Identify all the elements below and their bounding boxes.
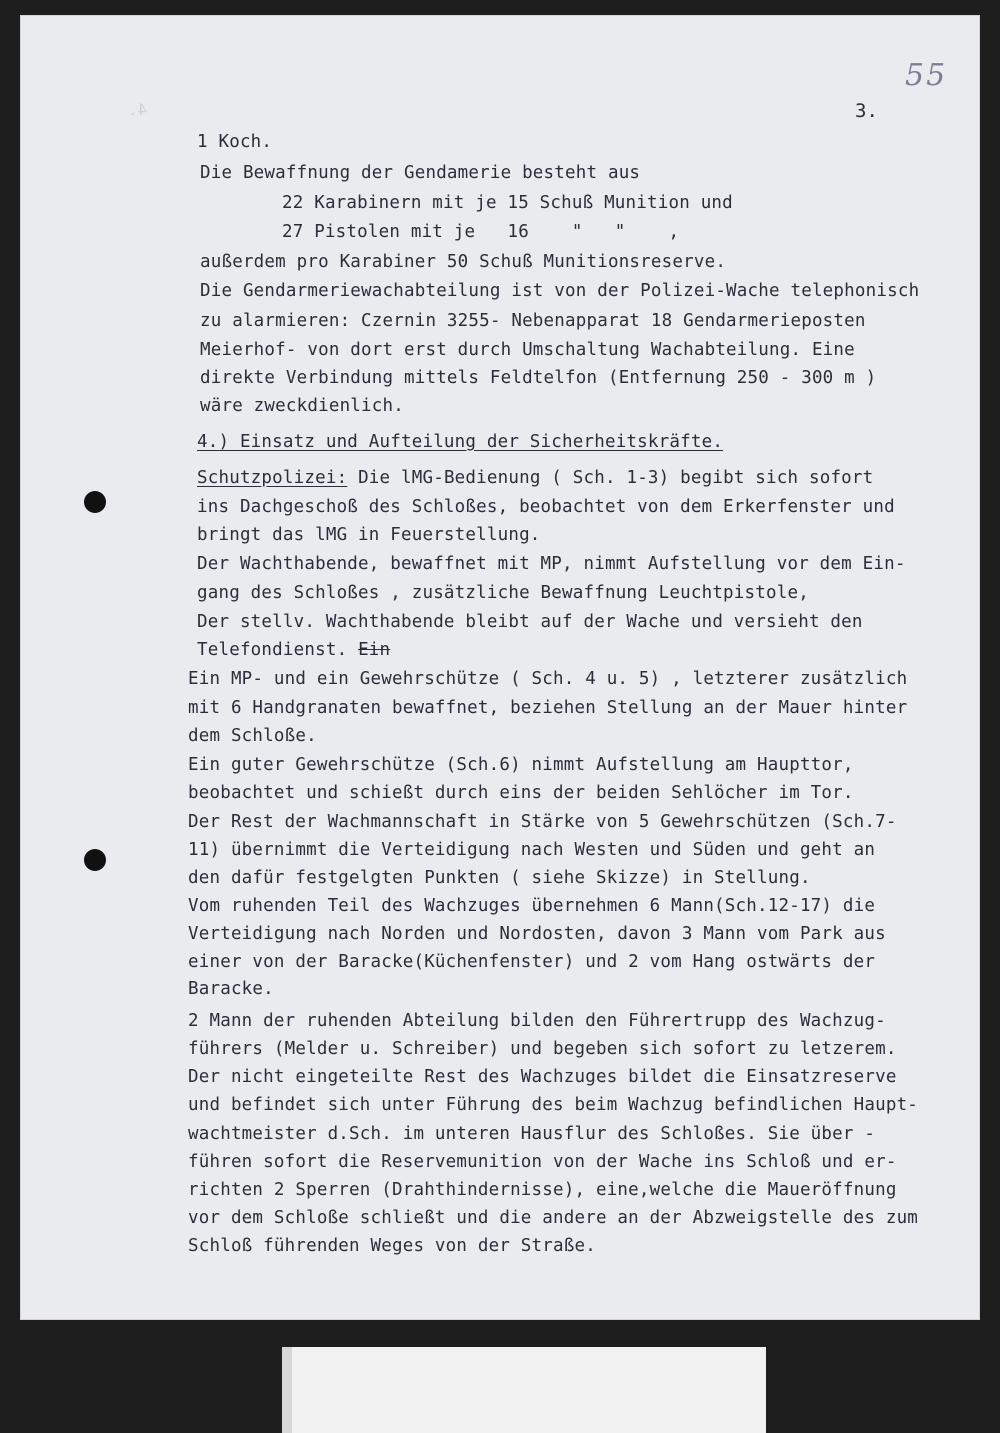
text-line: bringt das lMG in Feuerstellung. [197,525,541,545]
text-line [197,468,873,488]
text-line: 1 Koch. [197,132,273,152]
text-line [197,640,390,660]
text-line: Ein MP- und ein Gewehrschütze ( Sch. 4 u. 5) , letzterer zusätzlich [188,669,908,689]
page-number: 3. [855,100,878,122]
text-line: den dafür festgelgten Punkten ( siehe Skizze) in Stellung. [188,868,811,888]
text-line: einer von der Baracke(Küchenfenster) und 2 vom Hang ostwärts der [188,952,876,972]
text-line: 22 Karabinern mit je 15 Schuß Munition und [282,193,733,213]
text-line: Baracke. [188,979,274,999]
text-line: wachtmeister d.Sch. im unteren Hausflur des Schloßes. Sie über - [188,1124,876,1144]
text-line: Der Wachthabende, bewaffnet mit MP, nimmt Aufstellung vor dem Ein- [197,554,906,574]
text-line: dem Schloße. [188,726,317,746]
text-line: mit 6 Handgranaten bewaffnet, beziehen Stellung an der Mauer hinter [188,698,908,718]
text-line: zu alarmieren: Czernin 3255- Nebenapparat 18 Gendarmerieposten [200,311,866,331]
text-line: Meierhof- von dort erst durch Umschaltung Wachabteilung. Eine [200,340,855,360]
text-fragment: Telefondienst. [197,640,348,660]
text-line: direkte Verbindung mittels Feldtelfon (Entfernung 250 - 300 m ) [200,368,877,388]
text-line: Die Bewaffnung der Gendamerie besteht aus [200,163,641,183]
text-line: vor dem Schloße schließt und die andere an der Abzweigstelle des zum [188,1208,919,1228]
text-fragment: Die lMG-Bedienung ( Sch. 1-3) begibt sich sofort [358,468,874,488]
text-line: Die Gendarmeriewachabteilung ist von der Polizei-Wache telephonisch [200,281,920,301]
text-line: Ein guter Gewehrschütze (Sch.6) nimmt Aufstellung am Haupttor, [188,755,854,775]
scan-swatch [282,1347,292,1433]
text-line: 2 Mann der ruhenden Abteilung bilden den Führertrupp des Wachzug- [188,1011,886,1031]
text-line: Der Rest der Wachmannschaft in Stärke von 5 Gewehrschützen (Sch.7- [188,812,897,832]
text-line: Vom ruhenden Teil des Wachzuges übernehmen 6 Mann(Sch.12-17) die [188,896,876,916]
text-line: Der stellv. Wachthabende bleibt auf der Wache und versieht den [197,612,863,632]
text-line: 11) übernimmt die Verteidigung nach Westen und Süden und geht an [188,840,876,860]
text-line: Schloß führenden Weges von der Straße. [188,1236,596,1256]
schutzpolizei-label: Schutzpolizei: [197,468,348,488]
struck-word: Ein [358,640,391,660]
text-line: außerdem pro Karabiner 50 Schuß Munitionsreserve. [200,252,727,272]
text-line: beobachtet und schießt durch eins der beiden Sehlöcher im Tor. [188,783,854,803]
text-line: 27 Pistolen mit je 16 " " , [282,222,680,242]
text-line: führen sofort die Reservemunition von der Wache ins Schloß und er- [188,1152,897,1172]
text-line: richten 2 Sperren (Drahthindernisse), eine,welche die Maueröffnung [188,1180,897,1200]
bleed-through-page-number: 4. [128,100,148,119]
text-line: und befindet sich unter Führung des beim Wachzug befindlichen Haupt- [188,1095,919,1115]
section-heading: 4.) Einsatz und Aufteilung der Sicherheitskräfte. [197,432,724,452]
text-line: gang des Schloßes , zusätzliche Bewaffnung Leuchtpistole, [197,583,809,603]
handwritten-page-number: 55 [905,58,948,93]
scan-color-strip [282,1347,766,1433]
text-line: ins Dachgeschoß des Schloßes, beobachtet von dem Erkerfenster und [197,497,895,517]
text-line: Verteidigung nach Norden und Nordosten, davon 3 Mann vom Park aus [188,924,886,944]
text-line: wäre zweckdienlich. [200,396,404,416]
text-line: führers (Melder u. Schreiber) und begeben sich sofort zu letzerem. [188,1039,897,1059]
text-line: Der nicht eingeteilte Rest des Wachzuges bildet die Einsatzreserve [188,1067,897,1087]
